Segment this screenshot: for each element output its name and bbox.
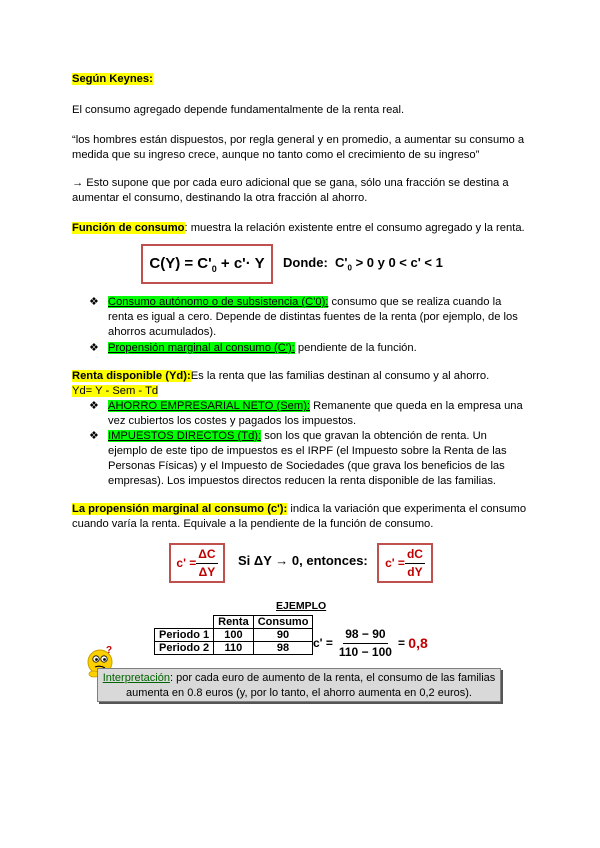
paragraph-renta-disponible: Renta disponible (Yd):Es la renta que las familias destinan al consumo y al ahorro.	[72, 370, 490, 382]
paragraph-arrow: → Esto supone que por cada euro adicional que se gana, sólo una fracción se destina a aumentar el consumo, destinando la otra fracción al ahorro.	[72, 177, 509, 204]
formula-delta: c' = $\frac{\Delta C}{\Delta Y}$	[169, 543, 225, 583]
ejemplo-title: EJEMPLO	[276, 600, 327, 612]
propension-label: La propensión marginal al consumo (c'):	[72, 503, 288, 515]
interpretacion-box: Interpretación: por cada euro de aumento de la renta, el consumo de las familias aumenta en 0.8 euros (y, por lo tanto, el ahorro aumenta en 0,2 euros).	[97, 668, 501, 702]
table-row: Periodo 2 110 98	[155, 642, 313, 655]
list-item: ❖ IMPUESTOS DIRECTOS (Td): son los que gravan la obtención de renta. Un ejemplo de este tipo de impuestos es el IRPF (el Impuesto sobre la Renta de las Personas Físicas) y el Impuesto de Sociedades (que grava los beneficios de las empresas). Los impuestos directos reducen la renta disponible de las familias.	[89, 430, 507, 487]
paragraph-funcion-consumo: Función de consumo: muestra la relación existente entre el consumo agregado y la renta.	[72, 222, 525, 234]
table-header-row	[155, 616, 313, 629]
list-item: ❖ Consumo autónomo o de subsistencia (C'0): consumo que se realiza cuando la renta es igual a cero. Depende de distintas fuentes de la renta (por ejemplo, de los ahorros acumulados).	[89, 296, 518, 338]
renta-label: Renta disponible (Yd):	[72, 370, 191, 382]
formula-donde: Donde: $C'_0 > 0$ y 0 < c' < 1	[283, 255, 443, 273]
ejemplo-calculation: c' = $\frac{98 - 90}{110 - 100}$ = 0,8	[313, 627, 428, 659]
diamond-bullet-icon: ❖	[89, 342, 99, 354]
table-row: Periodo 1 100 90	[155, 629, 313, 642]
renta-equation: Yd= Y - Sem - Td	[72, 385, 159, 397]
list-item: ❖ AHORRO EMPRESARIAL NETO (Sem): Remanente que queda en la empresa una vez cubiertos los costes y pagados los impuestos.	[89, 400, 523, 427]
diamond-bullet-icon: ❖	[89, 400, 99, 412]
paragraph-propension: La propensión marginal al consumo (c'): indica la variación que experimenta el consumo cuando varía la renta. Equivale a la pendiente de la función de consumo.	[72, 503, 527, 530]
list-item: ❖ Propensión marginal al consumo (C'): pendiente de la función.	[89, 342, 417, 354]
diamond-bullet-icon: ❖	[89, 430, 99, 442]
funcion-label: Función de consumo	[72, 222, 185, 234]
paragraph-quote: “los hombres están dispuestos, por regla general y en promedio, a aumentar su consumo a medida que su ingreso crece, aunque no tanto como el crecimiento de su ingreso”	[72, 134, 525, 161]
formula-derivative: c' = $\frac{dC}{dY}$	[377, 543, 433, 583]
svg-text:?: ?	[106, 646, 113, 656]
table-header: Consumo	[253, 616, 313, 629]
ejemplo-table	[154, 615, 313, 655]
formula-middle-text: Si ΔY → 0, entonces:	[238, 553, 368, 568]
paragraph-consumo-agregado: El consumo agregado depende fundamentalmente de la renta real.	[72, 104, 405, 116]
heading-keynes: Según Keynes:	[72, 73, 153, 85]
table-header: Renta	[214, 616, 254, 629]
formula-consumo: $C(Y) = C'_0 + c'\cdot Y$	[141, 244, 273, 284]
diamond-bullet-icon: ❖	[89, 296, 99, 308]
